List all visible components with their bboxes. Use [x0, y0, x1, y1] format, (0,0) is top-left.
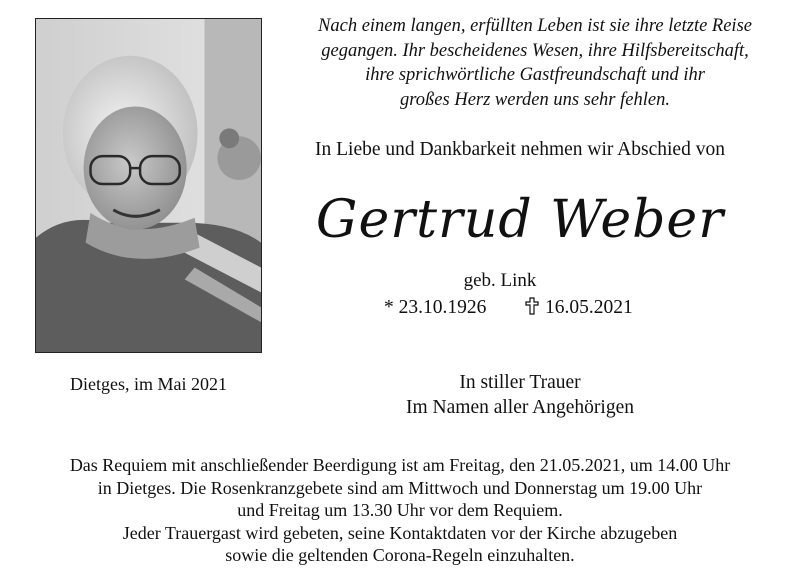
funeral-line: Das Requiem mit anschließender Beerdigung ist am Freitag, den 21.05.2021, um 14.00 Uhr [69, 455, 731, 475]
poem-line: gegangen. Ihr bescheidenes Wesen, ihre Hilfsbereitschaft, [321, 40, 749, 61]
birth-date: * 23.10.1926 [384, 297, 487, 318]
maiden-name: geb. Link [463, 270, 537, 291]
place-and-date: Dietges, im Mai 2021 [70, 374, 227, 394]
portrait-photo [35, 18, 262, 353]
death-date-group [525, 297, 633, 319]
latin-cross-icon [525, 297, 539, 315]
mourners-line: In stiller Trauer [459, 372, 581, 393]
mourners-line: Im Namen aller Angehörigen [406, 397, 634, 418]
funeral-line: Jeder Trauergast wird gebeten, seine Kontaktdaten vor der Kirche abzugeben [122, 522, 678, 543]
death-date: 16.05.2021 [545, 297, 633, 318]
poem-line: großes Herz werden uns sehr fehlen. [400, 89, 670, 110]
funeral-details [0, 454, 800, 567]
memorial-poem [270, 14, 800, 112]
deceased-name: Gertrud Weber [315, 190, 725, 250]
poem-line: Nach einem langen, erfüllten Leben ist sie ihre letzte Reise [318, 16, 752, 36]
funeral-line: und Freitag um 13.30 Uhr vor dem Requiem. [237, 500, 563, 520]
poem-line: ihre sprichwörtliche Gastfreundschaft und ihr [365, 65, 705, 85]
mourners [370, 370, 670, 420]
portrait-illustration [36, 19, 261, 352]
farewell-intro: In Liebe und Dankbarkeit nehmen wir Abschied von [315, 139, 725, 160]
funeral-line: sowie die geltenden Corona-Regeln einzuhalten. [225, 545, 575, 565]
funeral-line: in Dietges. Die Rosenkranzgebete sind am Mittwoch und Donnerstag um 19.00 Uhr [97, 477, 703, 498]
